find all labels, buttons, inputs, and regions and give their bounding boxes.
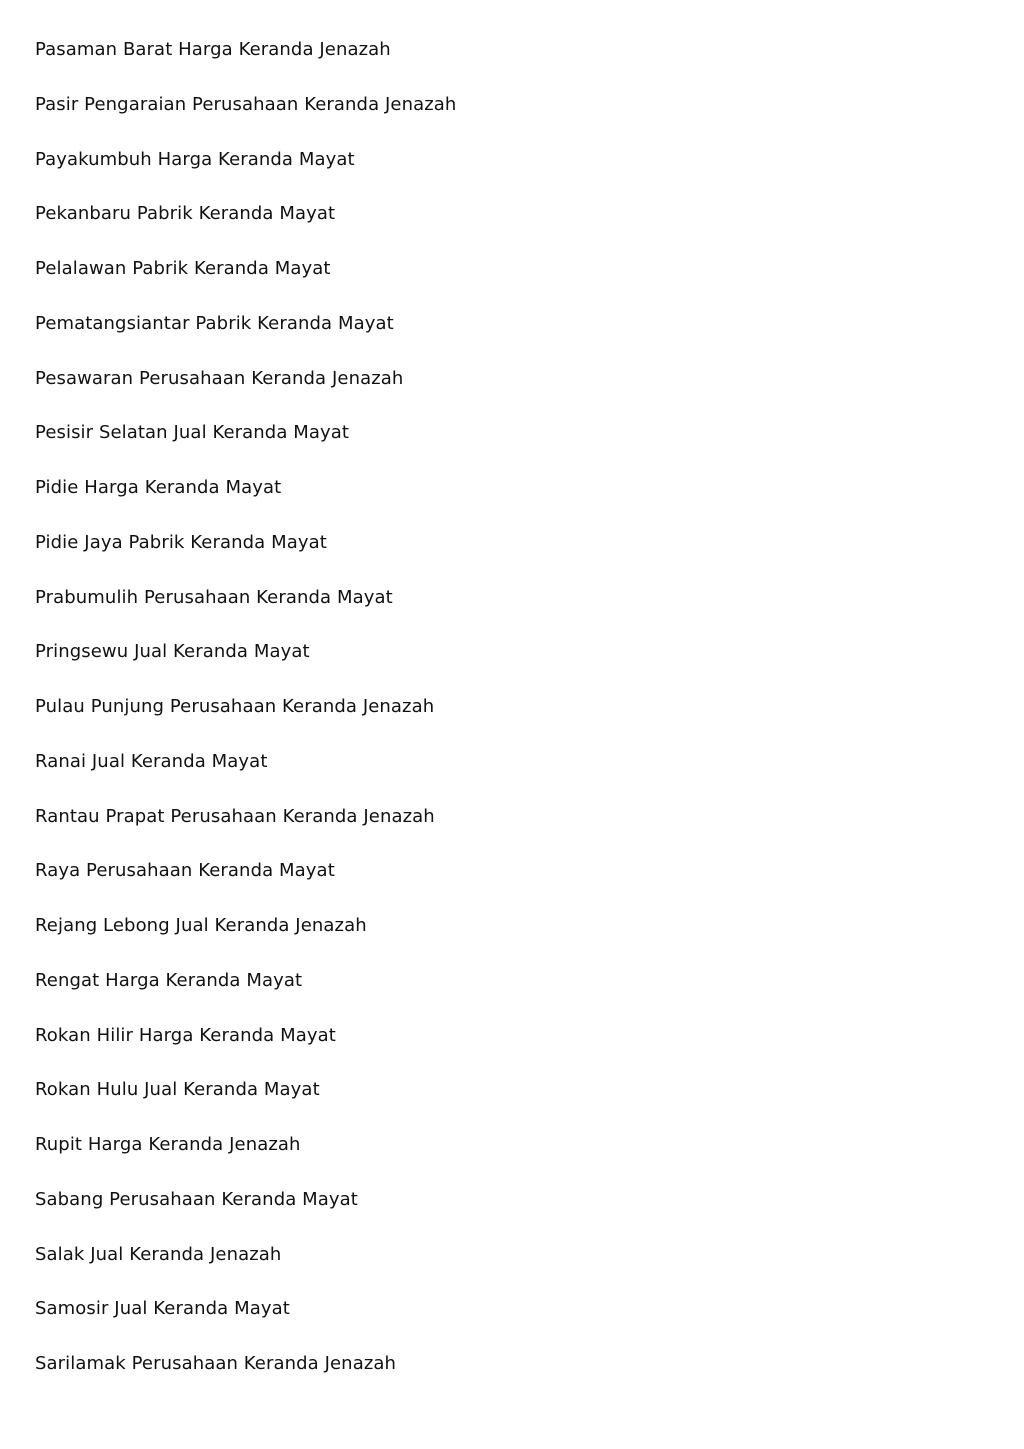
list-item: Payakumbuh Harga Keranda Mayat [35, 148, 355, 170]
list-item: Pematangsiantar Pabrik Keranda Mayat [35, 312, 394, 334]
list-item: Rengat Harga Keranda Mayat [35, 969, 303, 991]
list-item: Pringsewu Jual Keranda Mayat [35, 641, 310, 663]
list-item: Pesawaran Perusahaan Keranda Jenazah [35, 367, 404, 389]
location-list [35, 36, 456, 1405]
list-item: Rejang Lebong Jual Keranda Jenazah [35, 915, 367, 936]
list-item: Ranai Jual Keranda Mayat [35, 750, 268, 772]
list-item: Sarilamak Perusahaan Keranda Jenazah [35, 1353, 397, 1374]
list-item: Pelalawan Pabrik Keranda Mayat [35, 258, 331, 279]
list-item: Rokan Hilir Harga Keranda Mayat [35, 1024, 336, 1046]
list-item: Pulau Punjung Perusahaan Keranda Jenazah [35, 696, 435, 717]
list-item: Rokan Hulu Jual Keranda Mayat [35, 1079, 320, 1101]
list-item: Pasir Pengaraian Perusahaan Keranda Jenazah [35, 93, 457, 115]
list-item: Samosir Jual Keranda Mayat [35, 1298, 290, 1320]
list-item: Sabang Perusahaan Keranda Mayat [35, 1188, 358, 1210]
list-item: Raya Perusahaan Keranda Mayat [35, 860, 335, 882]
list-item: Pekanbaru Pabrik Keranda Mayat [35, 203, 336, 225]
list-item: Rupit Harga Keranda Jenazah [35, 1134, 301, 1155]
list-item: Pidie Jaya Pabrik Keranda Mayat [35, 531, 327, 553]
list-item: Pidie Harga Keranda Mayat [35, 477, 282, 498]
list-item: Pasaman Barat Harga Keranda Jenazah [35, 39, 391, 60]
list-item: Pesisir Selatan Jual Keranda Mayat [35, 422, 350, 444]
list-item: Prabumulih Perusahaan Keranda Mayat [35, 586, 393, 608]
list-item: Rantau Prapat Perusahaan Keranda Jenazah [35, 805, 435, 827]
list-item: Salak Jual Keranda Jenazah [35, 1243, 282, 1265]
